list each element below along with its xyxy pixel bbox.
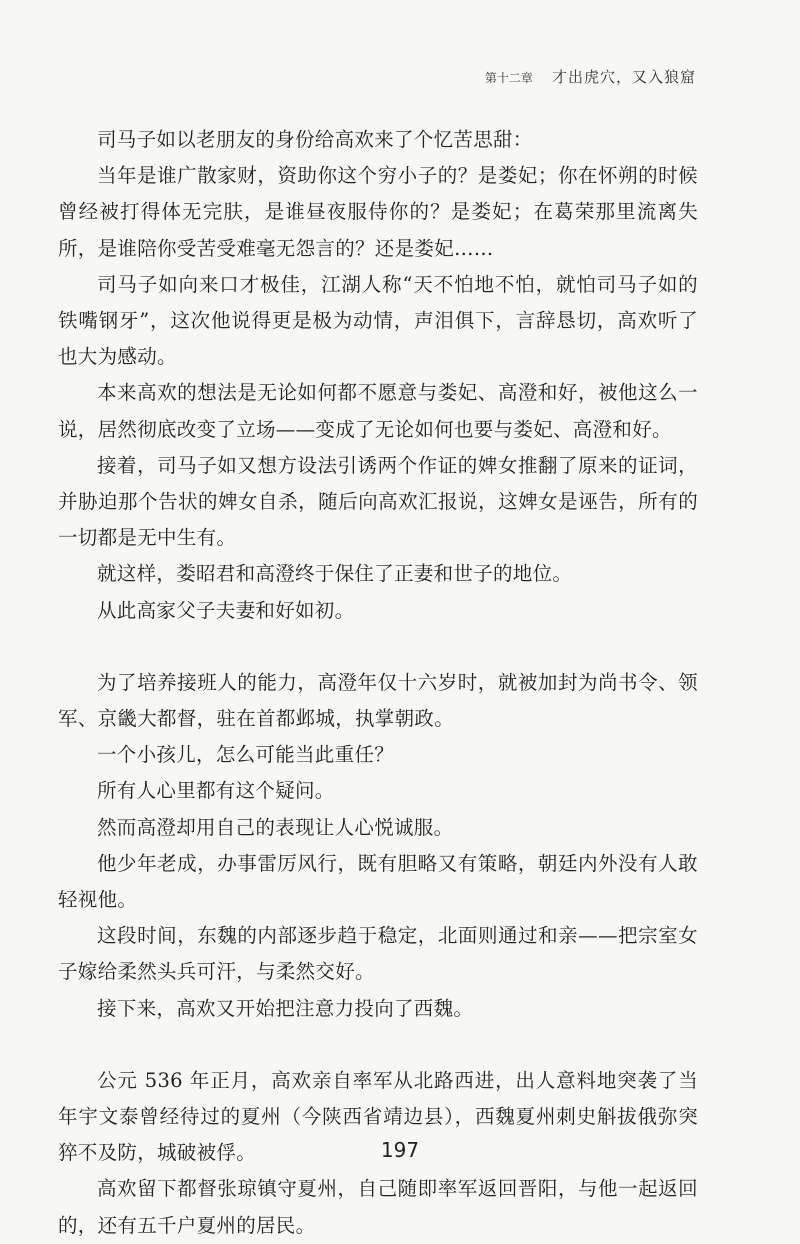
paragraph: 这段时间，东魏的内部逐步趋于稳定，北面则通过和亲——把宗室女子嫁给柔然头兵可汗，与柔然交好。 [58,924,698,984]
page-number: 197 [380,1138,420,1162]
page-body [58,122,698,1244]
section-break [58,629,698,665]
chapter-title: 才出虎穴，又入狼窟 [551,68,696,86]
running-header [485,66,696,87]
section-1 [58,122,698,629]
section-break [58,1027,698,1063]
paragraph: 从此高家父子夫妻和好如初。 [97,598,355,622]
paragraph: 接下来，高欢又开始把注意力投向了西魏。 [97,996,474,1020]
paragraph: 接着，司马子如又想方设法引诱两个作证的婢女推翻了原来的证词，并胁迫那个告状的婢女自杀，随后向高欢汇报说，这婢女是诬告，所有的一切都是无中生有。 [58,453,698,550]
paragraph: 然而高澄却用自己的表现让人心悦诚服。 [97,815,454,839]
section-2 [58,665,698,1027]
paragraph: 司马子如以老朋友的身份给高欢来了个忆苦思甜： [97,128,533,151]
paragraph: 司马子如向来口才极佳，江湖人称“天不怕地不怕，就怕司马子如的铁嘴钢牙”，这次他说得更是极为动情，声泪俱下，言辞恳切，高欢听了也大为感动。 [58,272,698,369]
paragraph: 公元 536 年正月，高欢亲自率军从北路西进，出人意料地突袭了当年宇文泰曾经待过的夏州（今陕西省靖边县），西魏夏州刺史斛拔俄弥突猝不及防，城破被俘。 [58,1068,698,1165]
paragraph: 本来高欢的想法是无论如何都不愿意与娄妃、高澄和好，被他这么一说，居然彻底改变了立场——变成了无论如何也要与娄妃、高澄和好。 [58,381,698,441]
paragraph: 当年是谁广散家财，资助你这个穷小子的？是娄妃；你在怀朔的时候曾经被打得体无完肤，是谁昼夜服侍你的？是娄妃；在葛荣那里流离失所，是谁陪你受苦受难毫无怨言的？还是娄妃…… [58,164,698,260]
paragraph: 一个小孩儿，怎么可能当此重任？ [97,743,395,767]
paragraph: 就这样，娄昭君和高澄终于保住了正妻和世子的地位。 [97,562,573,586]
paragraph: 所有人心里都有这个疑问。 [97,779,335,803]
paragraph: 高欢留下都督张琼镇守夏州，自己随即率军返回晋阳，与他一起返回的，还有五千户夏州的居民。 [58,1177,698,1237]
paragraph: 他少年老成，办事雷厉风行，既有胆略又有策略，朝廷内外没有人敢轻视他。 [58,851,698,912]
chapter-label: 第十二章 [484,71,533,85]
paragraph: 为了培养接班人的能力，高澄年仅十六岁时，就被加封为尚书令、领军、京畿大都督，驻在首都邺城，执掌朝政。 [58,670,698,731]
